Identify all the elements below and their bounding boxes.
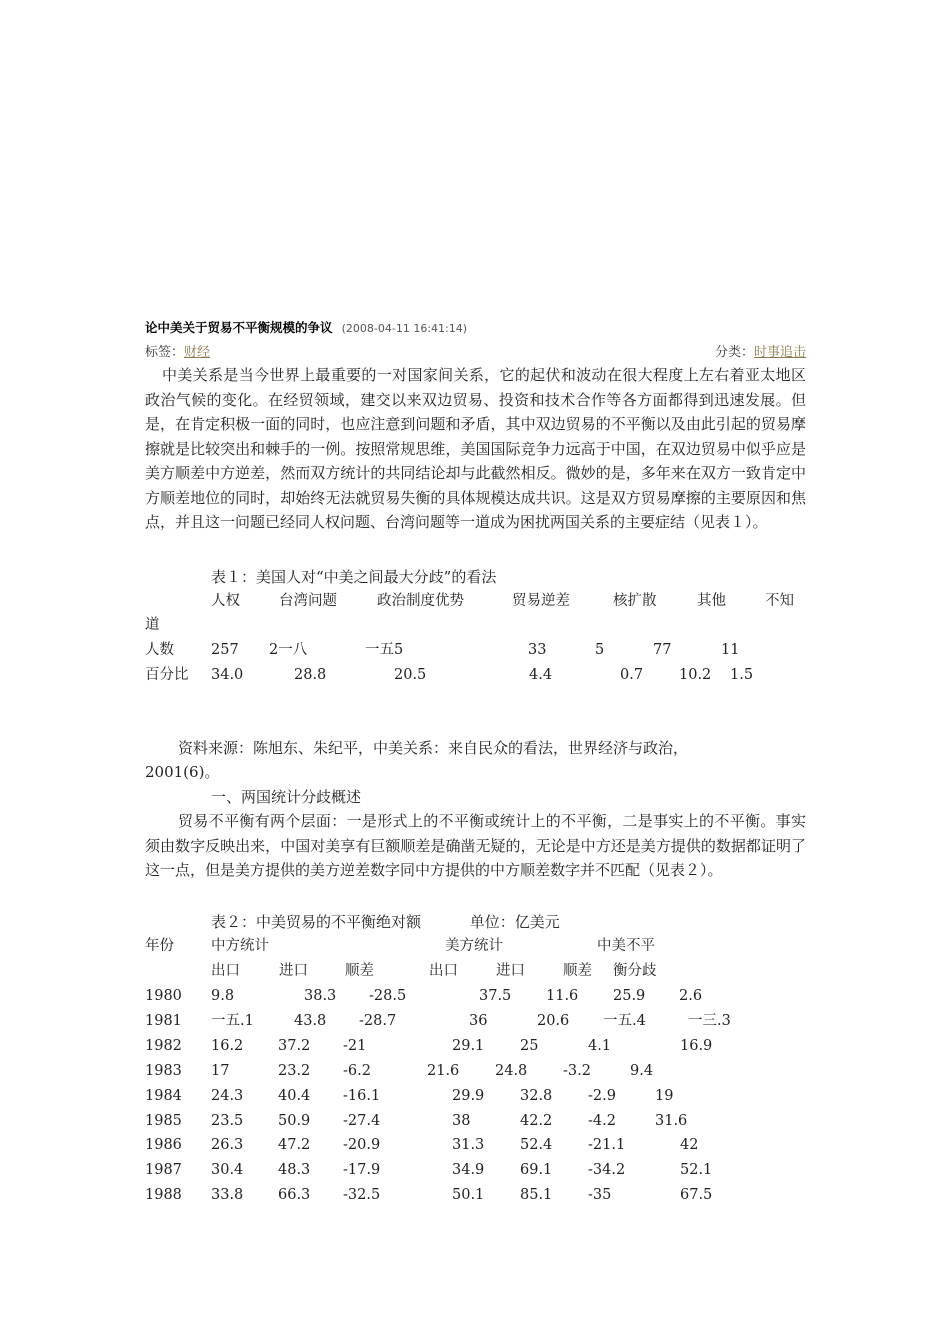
table2-subheader: 出口 xyxy=(429,963,458,979)
table1-caption: 表１：美国人对“中美之间最大分歧”的看法 xyxy=(211,568,497,586)
table1-header-row xyxy=(0,589,950,614)
table1-cell: 一五5 xyxy=(365,642,404,658)
article-header xyxy=(145,317,467,336)
category-link[interactable]: 时事追击 xyxy=(753,345,806,360)
table2-year: 1988 xyxy=(145,1187,182,1204)
table2-row xyxy=(0,1109,950,1134)
table1-cell: 257 xyxy=(211,642,239,658)
tag-row xyxy=(145,341,210,360)
table2-cell: 17 xyxy=(211,1062,230,1079)
table2-year: 1984 xyxy=(145,1087,182,1104)
source-line1: 资料来源：陈旭东、朱纪平，中美关系：来自民众的看法，世界经济与政治， xyxy=(178,739,689,757)
table2-cell: 16.9 xyxy=(680,1037,713,1054)
table2-subheader: 顺差 xyxy=(563,963,592,979)
article-date: (2008-04-11 16:41:14) xyxy=(341,322,468,335)
table1-header: 人权 xyxy=(211,593,240,609)
table2-cell: -16.1 xyxy=(343,1087,381,1104)
table1-count-label: 人数 xyxy=(145,642,174,658)
table2-cell: 69.1 xyxy=(520,1162,553,1179)
article-title: 论中美关于贸易不平衡规模的争议 xyxy=(145,320,333,335)
table2-cell: 33.8 xyxy=(211,1187,244,1204)
table1-header-wrap-row xyxy=(0,613,950,638)
table2-cell: 42 xyxy=(680,1137,699,1154)
table2-cell: 9.4 xyxy=(630,1062,654,1079)
table2-subheader: 出口 xyxy=(211,963,240,979)
table1-cell: 10.2 xyxy=(679,667,712,683)
table1-pct-label: 百分比 xyxy=(145,667,189,683)
table2-cell: 48.3 xyxy=(278,1162,311,1179)
table1-cell: 34.0 xyxy=(211,667,244,683)
table2-row xyxy=(0,1084,950,1109)
table2-cell: 29.9 xyxy=(452,1087,485,1104)
table2-cell: -3.2 xyxy=(563,1062,591,1079)
table1-header: 核扩散 xyxy=(613,593,657,609)
table2-subheader: 顺差 xyxy=(345,963,374,979)
table2-row xyxy=(0,1158,950,1183)
table2-cell: 23.5 xyxy=(211,1112,244,1129)
table2-row xyxy=(0,1009,950,1034)
table2-group-us: 美方统计 xyxy=(445,938,503,954)
category-label: 分类： xyxy=(714,345,754,360)
table2-cell: -6.2 xyxy=(343,1062,371,1079)
table2-cell: -20.9 xyxy=(343,1137,381,1154)
table1-header: 政治制度优势 xyxy=(377,593,464,609)
table2-cell: 50.9 xyxy=(278,1112,311,1129)
table2-cell: 23.2 xyxy=(278,1062,311,1079)
table2-group-cn: 中方统计 xyxy=(211,938,269,954)
table2-cell: -2.9 xyxy=(588,1087,616,1104)
table2-cell: 66.3 xyxy=(278,1187,311,1204)
table2-cell: 4.1 xyxy=(588,1037,612,1054)
table2-year: 1982 xyxy=(145,1037,182,1054)
table1-cell: 1.5 xyxy=(730,667,754,683)
tag-label: 标签： xyxy=(145,345,185,360)
table1-cell: 11 xyxy=(721,642,740,658)
table2-cell: -27.4 xyxy=(343,1112,381,1129)
table2-cell: 52.1 xyxy=(680,1162,713,1179)
table2-year: 1987 xyxy=(145,1162,182,1179)
table1-cell: 33 xyxy=(528,642,547,658)
table2-cell: 24.3 xyxy=(211,1087,244,1104)
table2-cell: -4.2 xyxy=(588,1112,616,1129)
table2-cell: 一三.3 xyxy=(688,1012,731,1029)
table2-title: 表２：中美贸易的不平衡绝对额 xyxy=(211,913,422,931)
table2-year: 1983 xyxy=(145,1062,182,1079)
table2-unit: 单位：亿美元 xyxy=(469,913,560,931)
section-heading: 一、两国统计分歧概述 xyxy=(211,788,362,806)
table2-cell: 一五.4 xyxy=(603,1012,646,1029)
table2-cell: 43.8 xyxy=(294,1012,327,1029)
table1-cell: 5 xyxy=(595,642,605,658)
table2-cell: 30.4 xyxy=(211,1162,244,1179)
table1-cell: 77 xyxy=(653,642,672,658)
table1-cell: 20.5 xyxy=(394,667,427,683)
table2-cell: 19 xyxy=(655,1087,674,1104)
table2-year: 1981 xyxy=(145,1012,182,1029)
table2-cell: 47.2 xyxy=(278,1137,311,1154)
table2-cell: 24.8 xyxy=(495,1062,528,1079)
table2-cell: 85.1 xyxy=(520,1187,553,1204)
table1-count-row xyxy=(0,638,950,663)
table2-cell: 50.1 xyxy=(452,1187,485,1204)
table2-subheader: 进口 xyxy=(279,963,308,979)
table2-row xyxy=(0,1059,950,1084)
table2-caption xyxy=(211,910,560,935)
intro-rest: 亚太地区政治气候的变化。在经贸领域，建交以来双边贸易、投资和技术合作等各方面都得到迅速发展。但是，在肯定积极一面的同时，也应注意到问题和矛盾，其中双边贸易的不平衡以及由此引起的贸易摩擦就是比较突出和棘手的一例。按照常规思维，美国国际竞争力远高于中国，在双边贸易中似乎应是美方顺差中方逆差，然而双方统计的共同结论却与此截然相反。微妙的是，多年来在双方一致肯定中方顺差地位的同时，却始终无法就贸易失衡的具体规模达成共识。这是双方贸易摩擦的主要原因和焦点，并且这一问题已经同人权问题、台湾问题等一道成为困扰两国关系的主要症结（见表１）。 xyxy=(145,366,806,531)
table2-subheader: 进口 xyxy=(496,963,525,979)
table1-cell: 4.4 xyxy=(529,667,553,683)
table2-cell: 37.2 xyxy=(278,1037,311,1054)
table2-subheader: 衡分歧 xyxy=(613,963,657,979)
table2-cell: 25 xyxy=(520,1037,539,1054)
table1-header: 台湾问题 xyxy=(279,593,337,609)
table2-group-diff: 中美不平 xyxy=(597,938,655,954)
table2-year-label: 年份 xyxy=(145,938,174,954)
table2-year: 1986 xyxy=(145,1137,182,1154)
table2-cell: 16.2 xyxy=(211,1037,244,1054)
table2-cell: -35 xyxy=(588,1187,612,1204)
table2-cell: 52.4 xyxy=(520,1137,553,1154)
table2-cell: 2.6 xyxy=(679,988,703,1004)
table2-cell: -28.7 xyxy=(359,1012,397,1029)
table2-cell: 29.1 xyxy=(452,1037,485,1054)
source-line2: 2001(6)。 xyxy=(145,763,220,781)
table2-row xyxy=(0,1034,950,1059)
table2-cell: 42.2 xyxy=(520,1112,553,1129)
table2-cell: -28.5 xyxy=(369,988,407,1004)
table2-cell: 38.3 xyxy=(304,988,337,1004)
table2-subheader-row xyxy=(0,959,950,984)
table2-cell: -21.1 xyxy=(588,1137,626,1154)
table2-cell: 21.6 xyxy=(427,1062,460,1079)
table2-year: 1985 xyxy=(145,1112,182,1129)
table2-year: 1980 xyxy=(145,988,182,1004)
table2-cell: 25.9 xyxy=(613,988,646,1004)
table1-pct-row xyxy=(0,663,950,688)
table2-cell: -17.9 xyxy=(343,1162,381,1179)
table2-cell: 31.6 xyxy=(655,1112,688,1129)
table2-row xyxy=(0,984,950,1009)
table2-cell: 一五.1 xyxy=(211,1012,254,1029)
table2-cell: 9.8 xyxy=(211,988,235,1004)
tag-link[interactable]: 财经 xyxy=(184,345,211,360)
table1-cell: 28.8 xyxy=(294,667,327,683)
table1-header-wrap: 道 xyxy=(145,617,160,633)
table2-cell: -21 xyxy=(343,1037,367,1054)
table2-cell: 31.3 xyxy=(452,1137,485,1154)
intro-paragraph xyxy=(145,363,806,535)
table2-cell: 11.6 xyxy=(546,988,579,1004)
table1-header: 贸易逆差 xyxy=(512,593,570,609)
table2-cell: 36 xyxy=(469,1012,488,1029)
table2-cell: 38 xyxy=(452,1112,471,1129)
table2-cell: -34.2 xyxy=(588,1162,626,1179)
table2-cell: 67.5 xyxy=(680,1187,713,1204)
table2-row xyxy=(0,1183,950,1208)
table2-cell: 20.6 xyxy=(537,1012,570,1029)
table2-cell: 26.3 xyxy=(211,1137,244,1154)
table2-group-row xyxy=(0,934,950,959)
table1-header: 其他 xyxy=(697,593,726,609)
table2-cell: -32.5 xyxy=(343,1187,381,1204)
table1-header: 不知 xyxy=(765,593,794,609)
table2-cell: 32.8 xyxy=(520,1087,553,1104)
table2-cell: 34.9 xyxy=(452,1162,485,1179)
table2-cell: 37.5 xyxy=(479,988,512,1004)
category-row xyxy=(715,341,806,360)
section-paragraph: 贸易不平衡有两个层面：一是形式上的不平衡或统计上的不平衡，二是事实上的不平衡。事实须由数字反映出来，中国对美享有巨额顺差是确凿无疑的，无论是中方还是美方提供的数据都证明了这一点，但是美方提供的美方逆差数字同中方提供的中方顺差数字并不匹配（见表２）。 xyxy=(145,812,806,879)
table1-cell: 0.7 xyxy=(620,667,644,683)
intro-line1: 中美关系是当今世界上最重要的一对国家间关系，它的起伏和波动在很大程度上左右着 xyxy=(162,366,745,384)
table1-cell: 2一八 xyxy=(269,642,308,658)
table2-cell: 40.4 xyxy=(278,1087,311,1104)
table2-row xyxy=(0,1133,950,1158)
